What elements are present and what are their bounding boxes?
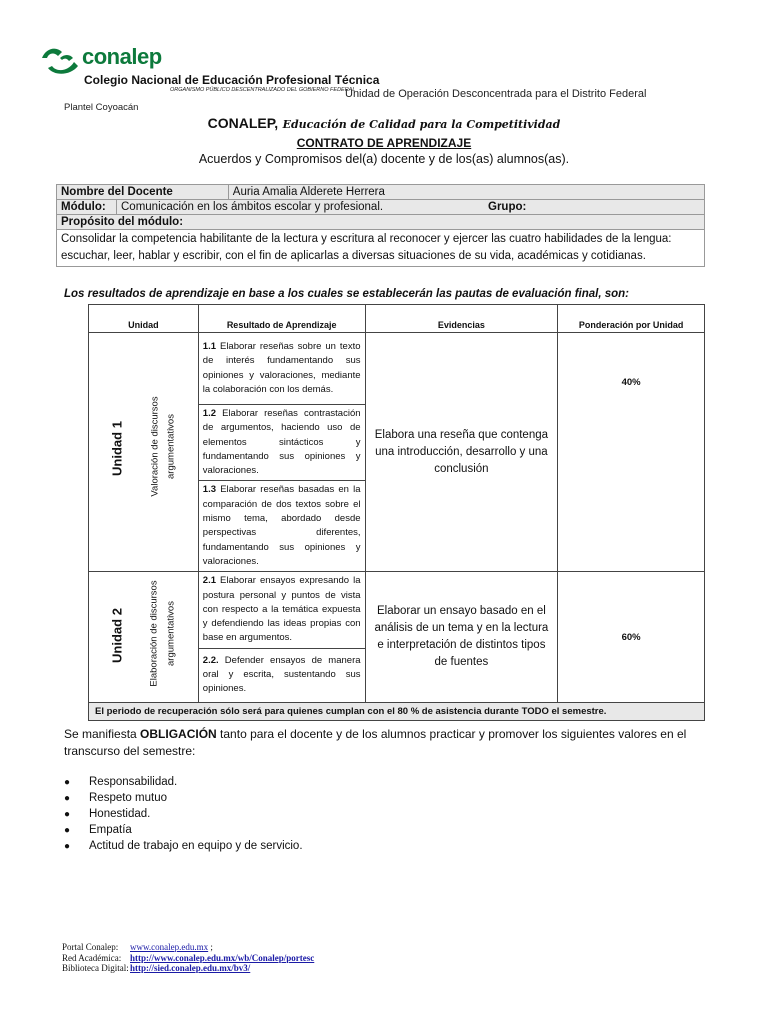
result-1-3-num: 1.3 — [202, 484, 216, 496]
purpose-value: Consolidar la competencia habilitante de la lectura y escritura al reconocer y ejercer las cuatro habilidades de la lengua: escuchar, leer, hablar y escribir, con el fin de aplicarlas a diversas situaciones de su vida, académicas y cotidianas. — [57, 230, 705, 267]
footer-suffix: ; — [208, 942, 213, 952]
value-text: Actitud de trabajo en equipo y de servicio. — [89, 840, 303, 852]
value-item — [64, 806, 303, 822]
unit-2-desc-line2: argumentativos — [165, 601, 177, 667]
value-text: Responsabilidad. — [89, 776, 178, 788]
bullet-icon: ● — [64, 841, 71, 852]
teacher-value: Auria Amalia Alderete Herrera — [228, 185, 704, 200]
footer-label: Red Académica: — [62, 952, 122, 963]
footer-label: Biblioteca Digital: — [62, 963, 129, 973]
footer-links — [62, 942, 314, 974]
contract-title: CONTRATO DE APRENDIZAJE — [296, 136, 472, 150]
footer-label: Portal Conalep: — [62, 942, 119, 952]
unit-2-cell — [89, 572, 199, 702]
value-item — [64, 774, 303, 790]
values-list — [64, 774, 303, 854]
bullet-icon: ● — [64, 793, 71, 804]
institution-subtitle: ORGANISMO PÚBLICO DESCENTRALIZADO DEL GOBIERNO FEDERAL — [170, 87, 356, 93]
bullet-icon: ● — [64, 777, 71, 788]
unit-1-desc-line1: Valoración de discursos — [149, 396, 161, 497]
header-evidence: Evidencias — [365, 305, 558, 333]
result-1-1-text: Elaborar reseñas sobre un texto de interés fundamentando sus opiniones y valoraciones, mediante la colaboración con los demás. — [202, 340, 361, 395]
bullet-icon: ● — [64, 825, 71, 836]
unit-2-desc-line1: Elaboración de discursos — [148, 580, 160, 687]
institution-name: Colegio Nacional de Educación Profesional Técnica — [84, 73, 380, 87]
unit-2-label: Unidad 2 — [109, 608, 125, 664]
unit-1-weight: 40% — [621, 377, 641, 388]
value-item — [64, 822, 303, 838]
results-intro: Los resultados de aprendizaje en base a los cuales se establecerán las pautas de evaluación final, son: — [64, 288, 629, 300]
group-label: Grupo: — [488, 201, 527, 213]
document-title — [0, 115, 768, 133]
unit-1-label: Unidad 1 — [109, 421, 125, 476]
value-text: Respeto mutuo — [89, 792, 167, 804]
result-1-2-num: 1.2 — [202, 408, 216, 419]
footer-row-biblioteca — [62, 963, 314, 974]
value-text: Honestidad. — [89, 808, 151, 820]
unit-1-weight-cell — [558, 333, 705, 572]
result-1-1 — [198, 333, 365, 405]
value-text: Empatía — [89, 824, 132, 836]
unit-1-desc-line2: argumentativos — [165, 414, 177, 479]
group-value — [544, 200, 704, 214]
purpose-label: Propósito del módulo: — [57, 215, 705, 230]
campus-name: Plantel Coyoacán — [64, 102, 139, 113]
slogan: Educación de Calidad para la Competitividad — [282, 118, 561, 131]
result-1-2-text: Elaborar reseñas contrastación de argumentos, haciendo uso de elementos sintácticos y fundamentando sus opiniones y valoraciones. — [202, 408, 361, 477]
agreements-subtitle: Acuerdos y Compromisos del(a) docente y de los(as) alumnos(as). — [198, 152, 570, 166]
value-item — [64, 838, 303, 854]
result-2-2-text: Defender ensayos de manera oral y escrita, sustentando sus opiniones. — [202, 654, 361, 695]
module-value: Comunicación en los ámbitos escolar y profesional. — [121, 201, 384, 213]
unit-2-weight: 60% — [558, 572, 705, 702]
header-unit: Unidad — [89, 305, 199, 333]
obligation-paragraph — [64, 726, 714, 760]
unit-1-evidence: Elabora una reseña que contenga una introducción, desarrollo y una conclusión — [365, 333, 558, 572]
operation-unit: Unidad de Operación Desconcentrada para el Distrito Federal — [345, 88, 647, 100]
result-1-1-num: 1.1 — [202, 340, 216, 352]
result-1-3 — [198, 481, 365, 572]
obligation-strong: OBLIGACIÓN — [140, 727, 217, 741]
recovery-note: El periodo de recuperación sólo será para quienes cumplan con el 80 % de asistencia durante TODO el semestre. — [89, 702, 705, 720]
brand-name: conalep — [82, 44, 162, 69]
teacher-label: Nombre del Docente — [57, 185, 229, 200]
obligation-after: tanto para el docente y de los alumnos practicar y promover los siguientes valores en el transcurso del semestre: — [64, 727, 687, 758]
obligation-before: Se manifiesta — [64, 727, 141, 741]
header-weight: Ponderación por Unidad — [558, 305, 705, 333]
conalep-logo-icon — [40, 44, 80, 74]
result-2-2 — [198, 648, 365, 702]
title-comma: , — [274, 115, 279, 131]
result-2-1-text: Elaborar ensayos expresando la postura personal y puntos de vista con respecto a la temática expuesta y defendiendo las ideas propias con base en argumentos. — [202, 575, 361, 644]
biblioteca-link[interactable]: http://sied.conalep.edu.mx/bv3/ — [130, 963, 251, 973]
unit-1-cell — [89, 333, 199, 572]
result-1-3-text: Elaborar reseñas basadas en la comparación de dos textos sobre el mismo tema, abordado desde perspectivas diferentes, fundamentando sus opiniones y valoraciones. — [202, 484, 361, 567]
result-2-1 — [198, 572, 365, 648]
value-item — [64, 790, 303, 806]
result-2-2-num: 2.2. — [202, 654, 219, 666]
portal-link[interactable]: www.conalep.edu.mx — [130, 942, 209, 952]
module-info-table — [56, 184, 705, 267]
red-academica-link[interactable]: http://www.conalep.edu.mx/wb/Conalep/portesc — [130, 952, 315, 963]
unit-2-evidence: Elaborar un ensayo basado en el análisis de un tema y en la lectura e interpretación de distintos tipos de fuentes — [365, 572, 558, 702]
module-row — [57, 200, 705, 215]
module-label: Módulo: — [57, 200, 117, 214]
result-2-1-num: 2.1 — [202, 575, 216, 587]
result-1-2 — [198, 405, 365, 481]
header-result: Resultado de Aprendizaje — [198, 305, 365, 333]
footer-row-portal — [62, 942, 314, 953]
evaluation-table — [88, 304, 705, 721]
title-conalep: CONALEP — [207, 115, 275, 131]
bullet-icon: ● — [64, 809, 71, 820]
footer-row-red — [62, 953, 314, 964]
